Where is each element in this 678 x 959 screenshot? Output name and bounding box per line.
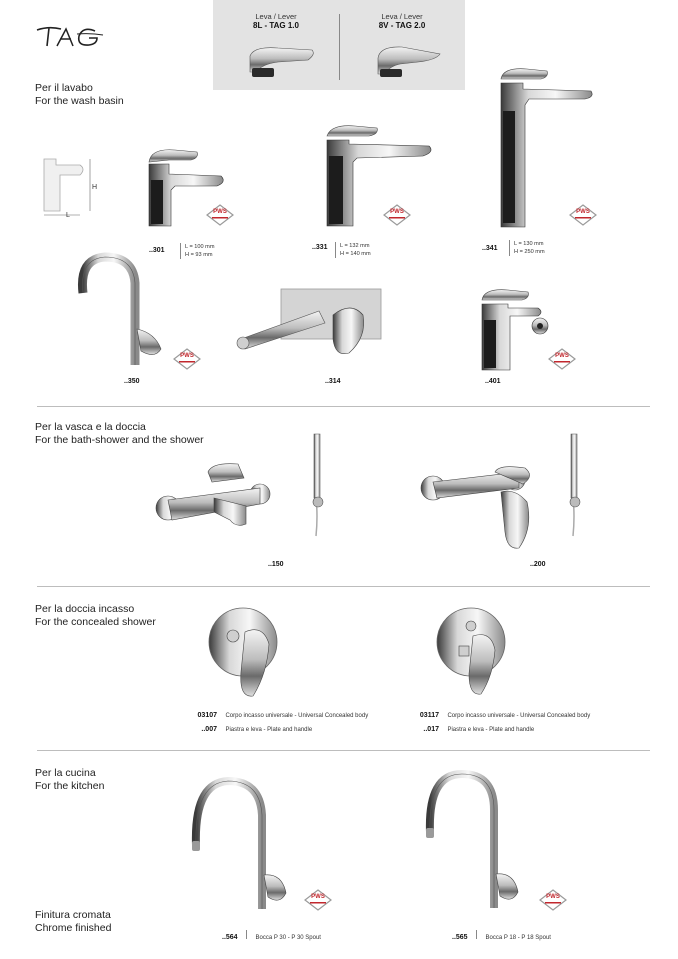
spec-block-301 (180, 243, 215, 259)
faucet-200-image (415, 432, 590, 552)
product-code-314: ..314 (325, 378, 341, 385)
spec-block-331 (335, 242, 371, 258)
lever-item-tag2[interactable] (339, 12, 465, 30)
section-title-en: For the wash basin (35, 95, 124, 107)
section-divider (37, 750, 650, 751)
pws-badge: PWS (539, 889, 567, 916)
lever-caption: Leva / Lever (255, 12, 297, 21)
dimension-diagram (40, 155, 102, 225)
pws-badge: PWS (569, 204, 597, 231)
spec-length: L = 100 mm (185, 244, 215, 250)
faucet-331-image (323, 122, 438, 230)
finish-it: Finitura cromata (35, 909, 111, 921)
section-title-it: Per la vasca e la doccia (35, 421, 146, 433)
lever-8v-image (374, 42, 444, 80)
product-desc: Piastra e leva - Plate and handle (225, 727, 313, 733)
faucet-350-image (75, 253, 165, 368)
section-divider (37, 586, 650, 587)
product-code: ..007 (201, 726, 217, 733)
spec-length: L = 130 mm (514, 241, 544, 247)
product-code-331: ..331 (312, 244, 328, 251)
spec-height: H = 140 mm (340, 251, 371, 257)
product-desc: Bocca P 18 - P 18 Spout (485, 935, 551, 941)
section-title-it: Per il lavabo (35, 82, 93, 94)
faucet-314-image (235, 287, 385, 357)
kitchen-item-564 (222, 926, 321, 944)
section-title-en: For the concealed shower (35, 616, 156, 628)
product-code-341: ..341 (482, 245, 498, 252)
faucet-150-image (150, 432, 335, 537)
section-wash-basin-title (35, 82, 124, 108)
brand-logo (35, 24, 107, 50)
lever-item-tag1[interactable] (213, 12, 339, 30)
lever-box (213, 0, 465, 90)
product-code-301: ..301 (149, 247, 165, 254)
concealed-block-1 (412, 704, 591, 733)
pws-badge: PWS (304, 889, 332, 916)
pws-badge: PWS (548, 348, 576, 375)
section-title-en: For the bath-shower and the shower (35, 434, 204, 446)
dim-label-h: H (92, 184, 98, 191)
section-divider (37, 406, 650, 407)
product-code: ..565 (452, 934, 468, 941)
spec-length: L = 132 mm (340, 243, 370, 249)
product-code: 03117 (419, 712, 439, 719)
section-title-it: Per la cucina (35, 767, 96, 779)
product-code: ..017 (423, 726, 439, 733)
section-title-it: Per la doccia incasso (35, 603, 135, 615)
pws-badge: PWS (173, 348, 201, 375)
spec-height: H = 250 mm (514, 249, 545, 255)
product-code-150: ..150 (268, 561, 284, 568)
product-desc: Corpo incasso universale - Universal Concealed body (225, 713, 369, 719)
spec-block-341 (509, 240, 545, 256)
concealed-block-0 (190, 704, 369, 733)
spec-height: H = 93 mm (185, 252, 213, 258)
section-title-en: For the kitchen (35, 780, 105, 792)
concealed-017-image (433, 602, 513, 700)
section-concealed-shower-title (35, 603, 156, 629)
product-code: ..564 (222, 934, 238, 941)
pws-badge: PWS (383, 204, 411, 231)
lever-8l-image (248, 42, 318, 80)
faucet-564-image (188, 775, 293, 913)
product-desc: Corpo incasso universale - Universal Concealed body (447, 713, 591, 719)
lever-model: 8L - TAG 1.0 (253, 21, 299, 30)
concealed-007-image (205, 602, 285, 700)
faucet-565-image (420, 770, 525, 913)
lever-caption: Leva / Lever (381, 12, 423, 21)
product-code-200: ..200 (530, 561, 546, 568)
product-code-350: ..350 (124, 378, 140, 385)
product-desc: Piastra e leva - Plate and handle (447, 727, 535, 733)
finish-note (35, 909, 111, 935)
faucet-401-image (478, 286, 558, 372)
product-desc: Bocca P 30 - P 30 Spout (255, 935, 321, 941)
dim-label-l: L (66, 212, 70, 219)
kitchen-item-565 (452, 926, 551, 944)
lever-model: 8V - TAG 2.0 (378, 21, 426, 30)
section-kitchen-title (35, 767, 104, 793)
product-code: 03107 (197, 712, 217, 719)
product-code-401: ..401 (485, 378, 501, 385)
finish-en: Chrome finished (35, 922, 112, 934)
pws-badge: PWS (206, 204, 234, 231)
